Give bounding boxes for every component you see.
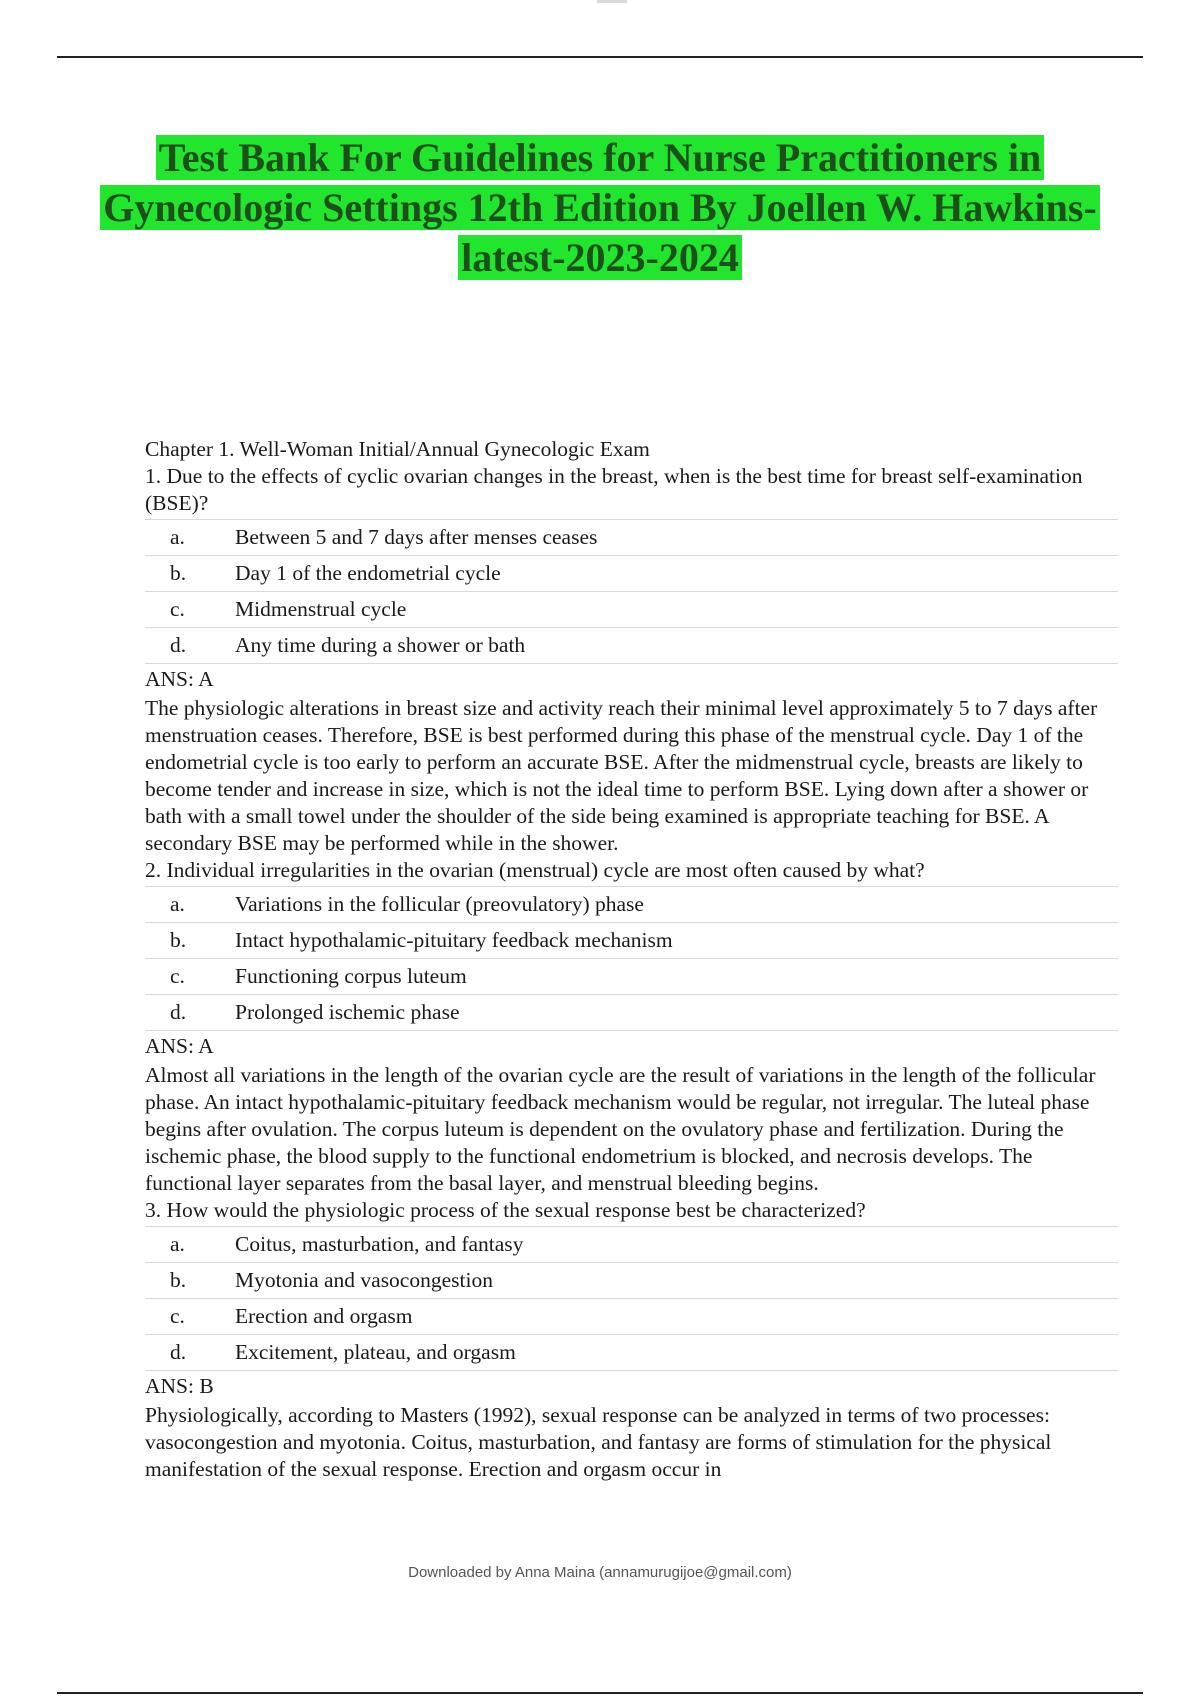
question-text: 1. Due to the effects of cyclic ovarian changes in the breast, when is the best time for breast self-examination (BSE)? — [145, 464, 1083, 515]
title-highlight: Test Bank For Guidelines for Nurse Practitioners in Gynecologic Settings 12th Edition By Joellen W. Hawkins-latest-2023-2024 — [100, 135, 1099, 280]
option-row — [145, 592, 1118, 628]
rationale-text: Almost all variations in the length of the ovarian cycle are the result of variations in the length of the follicular phase. An intact hypothalamic-pituitary feedback mechanism would be regular, not irregular. The luteal phase begins after ovulation. The corpus luteum is dependent on the ovulatory phase and fertilization. During the ischemic phase, the blood supply to the functional endometrium is blocked, and necrosis develops. The functional layer separates from the basal layer, and menstrual bleeding begins. — [145, 1063, 1096, 1195]
option-letter: a. — [145, 887, 235, 923]
answer-options — [145, 1226, 1118, 1371]
answer-key: ANS: A — [145, 1034, 214, 1058]
option-row — [145, 1335, 1118, 1371]
question-text: 2. Individual irregularities in the ovarian (menstrual) cycle are most often caused by what? — [145, 858, 925, 882]
option-letter: c. — [145, 1299, 235, 1335]
option-row — [145, 520, 1118, 556]
top-scroll-mark — [597, 0, 627, 3]
option-letter: c. — [145, 959, 235, 995]
option-row — [145, 923, 1118, 959]
question-text: 3. How would the physiologic process of the sexual response best be characterized? — [145, 1198, 866, 1222]
option-row — [145, 887, 1118, 923]
option-text: Erection and orgasm — [235, 1299, 1118, 1335]
option-row — [145, 556, 1118, 592]
option-letter: d. — [145, 995, 235, 1031]
option-text: Intact hypothalamic-pituitary feedback mechanism — [235, 923, 1118, 959]
option-row — [145, 959, 1118, 995]
option-letter: b. — [145, 923, 235, 959]
option-text: Functioning corpus luteum — [235, 959, 1118, 995]
option-row — [145, 1227, 1118, 1263]
option-text: Prolonged ischemic phase — [235, 995, 1118, 1031]
question-block-1 — [145, 463, 1120, 857]
option-text: Variations in the follicular (preovulatory) phase — [235, 887, 1118, 923]
answer-key: ANS: A — [145, 667, 214, 691]
option-letter: c. — [145, 592, 235, 628]
download-footer: Downloaded by Anna Maina (annamurugijoe@gmail.com) — [408, 1564, 792, 1581]
option-letter: b. — [145, 556, 235, 592]
option-text: Any time during a shower or bath — [235, 628, 1118, 664]
option-text: Day 1 of the endometrial cycle — [235, 556, 1118, 592]
option-letter: a. — [145, 1227, 235, 1263]
option-letter: a. — [145, 520, 235, 556]
answer-options — [145, 886, 1118, 1031]
option-letter: d. — [145, 1335, 235, 1371]
option-letter: b. — [145, 1263, 235, 1299]
question-block-2 — [145, 857, 1120, 1197]
rationale-text: Physiologically, according to Masters (1992), sexual response can be analyzed in terms of two processes: vasocongestion and myotonia. Coitus, masturbation, and fantasy are forms of stimulation for the physical manifestation of the sexual response. Erection and orgasm occur in — [145, 1403, 1052, 1481]
document-title — [60, 133, 1140, 283]
option-letter: d. — [145, 628, 235, 664]
option-row — [145, 628, 1118, 664]
option-text: Between 5 and 7 days after menses ceases — [235, 520, 1118, 556]
chapter-heading: Chapter 1. Well-Woman Initial/Annual Gynecologic Exam — [145, 437, 650, 461]
answer-key: ANS: B — [145, 1374, 214, 1398]
top-divider — [57, 56, 1143, 58]
rationale-text: The physiologic alterations in breast size and activity reach their minimal level approximately 5 to 7 days after menstruation ceases. Therefore, BSE is best performed during this phase of the menstrual cycle. Day 1 of the endometrial cycle is too early to perform an accurate BSE. After the midmenstrual cycle, breasts are likely to become tender and increase in size, which is not the ideal time to perform BSE. Lying down after a shower or bath with a small towel under the shoulder of the side being examined is appropriate teaching for BSE. A secondary BSE may be performed while in the shower. — [145, 696, 1098, 855]
option-text: Coitus, masturbation, and fantasy — [235, 1227, 1118, 1263]
answer-options — [145, 519, 1118, 664]
bottom-divider — [57, 1692, 1143, 1694]
option-row — [145, 1263, 1118, 1299]
document-body — [145, 436, 1120, 1483]
option-row — [145, 995, 1118, 1031]
option-text: Myotonia and vasocongestion — [235, 1263, 1118, 1299]
option-text: Excitement, plateau, and orgasm — [235, 1335, 1118, 1371]
option-text: Midmenstrual cycle — [235, 592, 1118, 628]
question-block-3 — [145, 1197, 1120, 1483]
option-row — [145, 1299, 1118, 1335]
